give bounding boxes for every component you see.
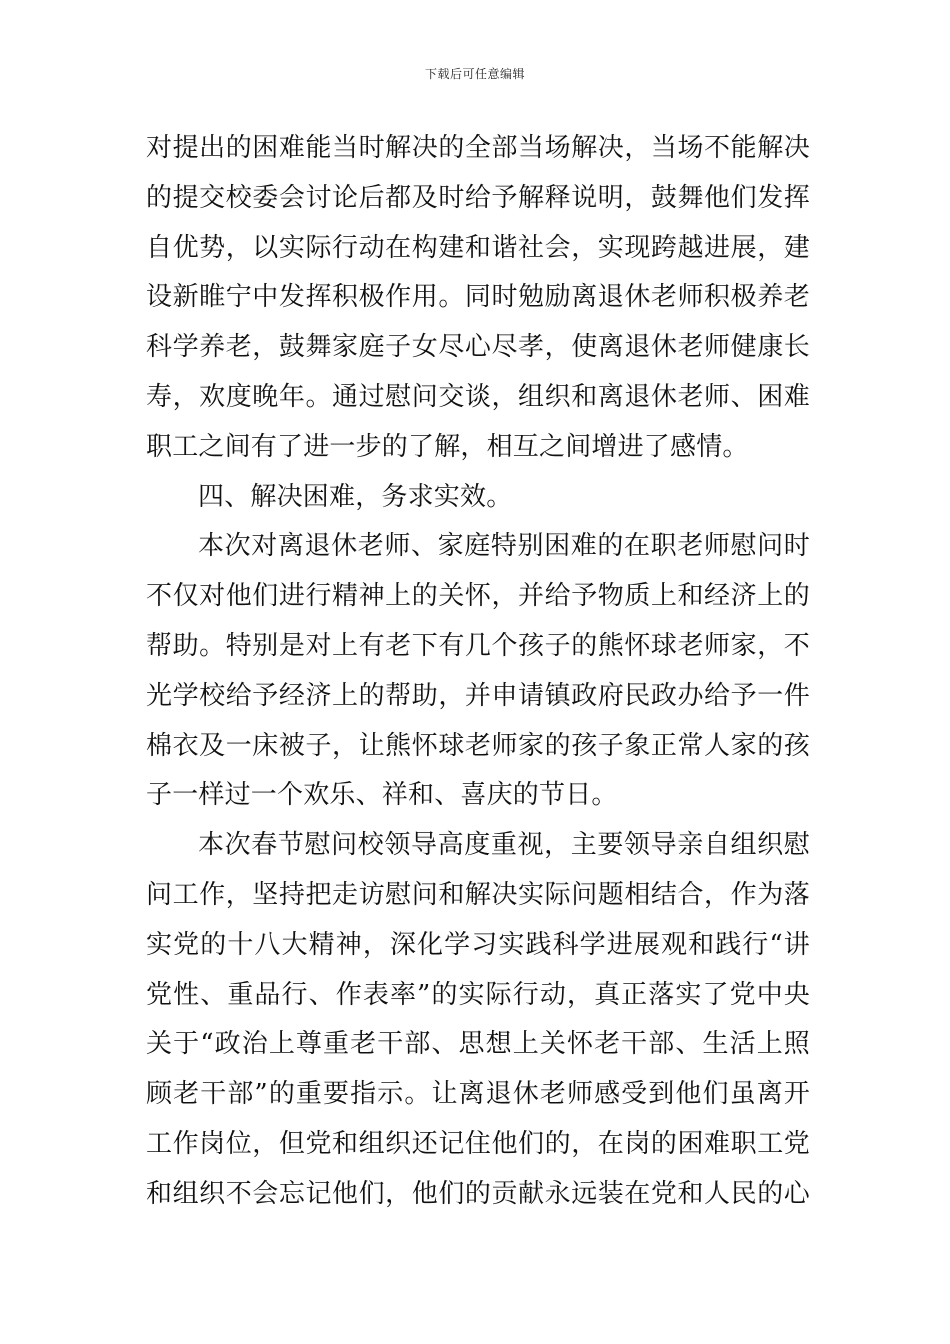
text-line: 光学校给予经济上的帮助，并申请镇政府民政办给予一件	[146, 680, 810, 711]
text-line: 寿，欢度晚年。通过慰问交谈，组织和离退休老师、困难	[146, 381, 810, 412]
text-line: 工作岗位，但党和组织还记住他们的，在岗的困难职工党	[146, 1128, 810, 1159]
text-line: 和组织不会忘记他们，他们的贡献永远装在党和人民的心	[146, 1178, 810, 1209]
text-line: 帮助。特别是对上有老下有几个孩子的熊怀球老师家，不	[146, 630, 810, 661]
text-line: 问工作，坚持把走访慰问和解决实际问题相结合，作为落	[146, 879, 810, 910]
text-line: 职工之间有了进一步的了解，相互之间增进了感情。	[146, 431, 749, 462]
text-line: 自优势，以实际行动在构建和谐社会，实现跨越进展，建	[146, 232, 810, 263]
section-heading: 四、解决困难，务求实效。	[198, 481, 513, 512]
text-line: 对提出的困难能当时解决的全部当场解决，当场不能解决	[146, 133, 810, 163]
document-body	[146, 124, 810, 1220]
text-line: 顾老干部”的重要指示。让离退休老师感受到他们虽离开	[146, 1079, 810, 1110]
page-header-note: 下载后可任意编辑	[424, 67, 525, 81]
text-line: 不仅对他们进行精神上的关怀，并给予物质上和经济上的	[146, 581, 810, 612]
text-line: 设新睢宁中发挥积极作用。同时勉励离退休老师积极养老	[146, 282, 810, 313]
text-line: 棉衣及一床被子，让熊怀球老师家的孩子象正常人家的孩	[146, 730, 810, 761]
text-line: 的提交校委会讨论后都及时给予解释说明，鼓舞他们发挥	[146, 182, 810, 213]
text-line: 党性、重品行、作表率”的实际行动，真正落实了党中央	[146, 979, 810, 1010]
text-line: 实党的十八大精神，深化学习实践科学进展观和践行“讲	[146, 929, 810, 960]
text-line: 本次对离退休老师、家庭特别困难的在职老师慰问时	[198, 531, 810, 562]
text-line: 关于“政治上尊重老干部、思想上关怀老干部、生活上照	[146, 1029, 810, 1060]
text-line: 子一样过一个欢乐、祥和、喜庆的节日。	[146, 780, 618, 811]
text-line: 科学养老，鼓舞家庭子女尽心尽孝，使离退休老师健康长	[146, 332, 810, 363]
text-line: 本次春节慰问校领导高度重视，主要领导亲自组织慰	[198, 830, 810, 861]
